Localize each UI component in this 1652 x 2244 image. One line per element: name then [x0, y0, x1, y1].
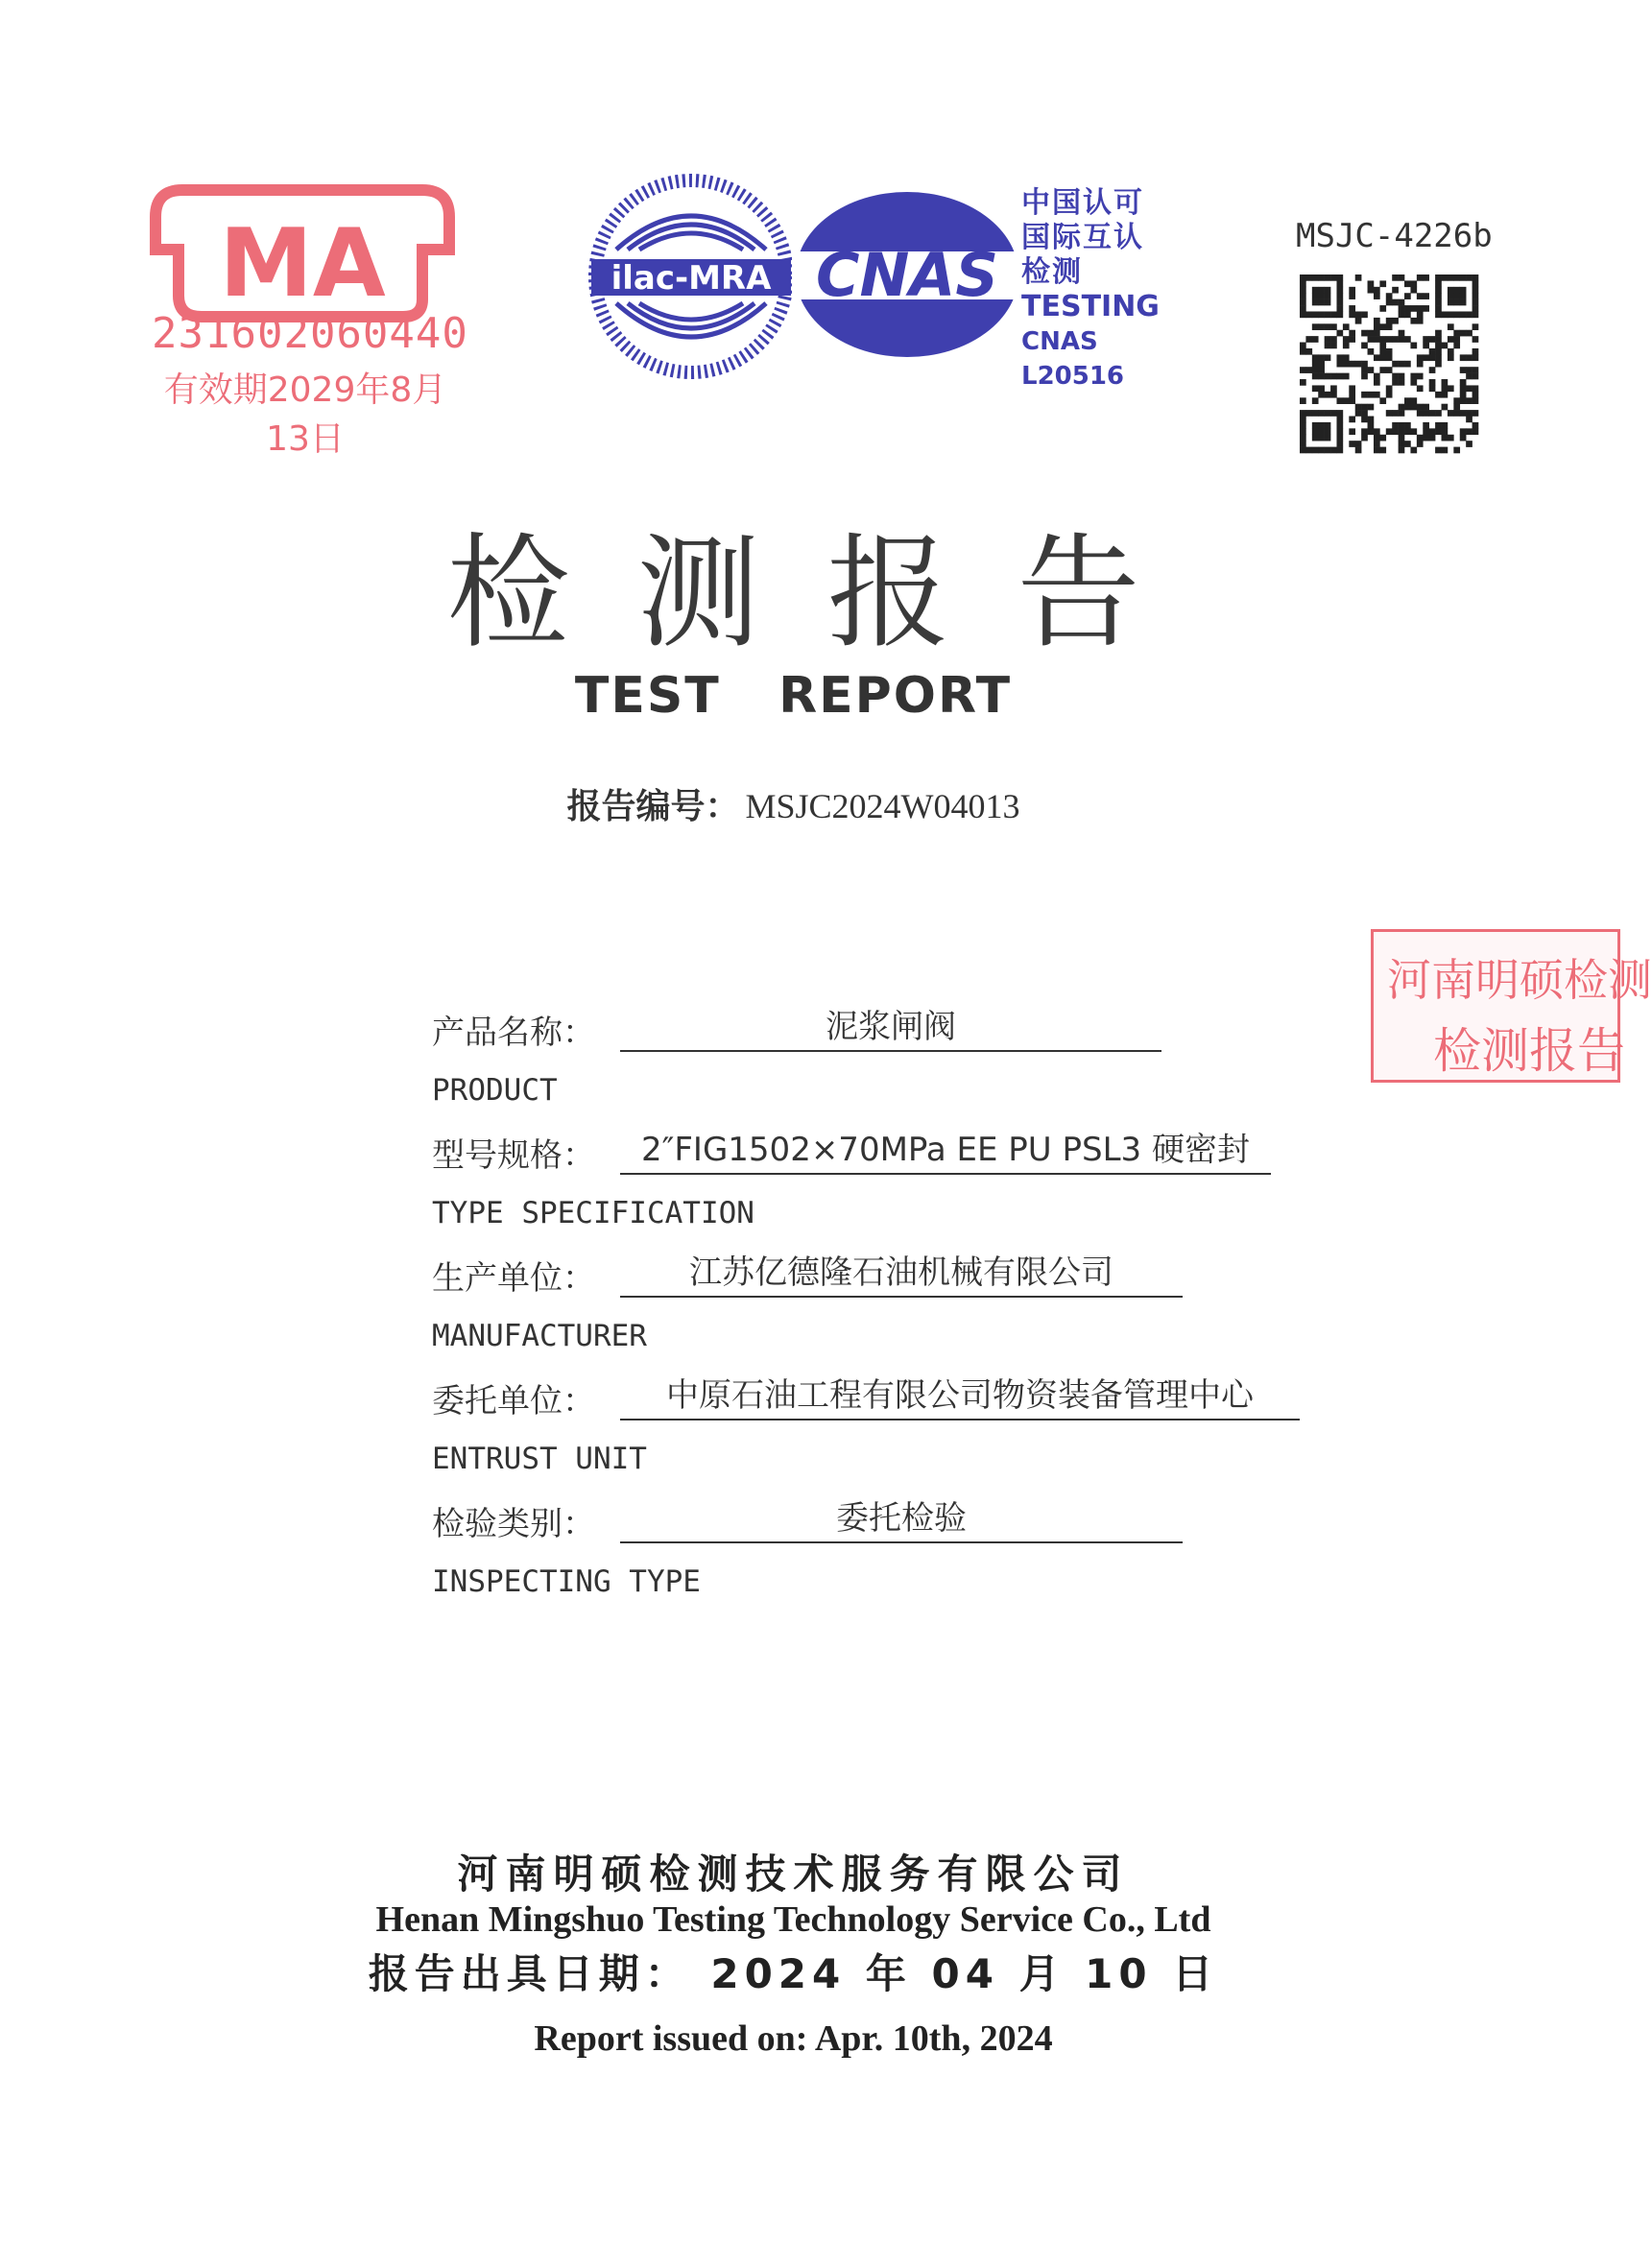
company-name-en: Henan Mingshuo Testing Technology Service Co., Ltd: [375, 1899, 1211, 1940]
company-seal-stamp: [1371, 929, 1652, 1083]
field-value-inspecting-type: 委托检验: [620, 1497, 1183, 1543]
cnas-line-2: 国际互认: [1021, 221, 1144, 254]
qr-code-icon[interactable]: [1300, 275, 1478, 453]
field-label-type-spec: 型号规格：: [432, 1136, 595, 1175]
cnas-logo: [792, 188, 1022, 361]
field-label-inspecting-type: 检验类别：: [432, 1505, 595, 1543]
stamp-line-2: 检测报告: [1433, 1023, 1625, 1079]
cnas-logo-text: CNAS: [815, 240, 999, 310]
cnas-line-3: 检测: [1021, 255, 1083, 289]
field-value-entrust-unit: 中原石油工程有限公司物资装备管理中心: [620, 1374, 1300, 1420]
report-title-cn: 检测报告: [446, 522, 1208, 665]
ilac-mra-logo: [587, 173, 795, 380]
cnas-line-1: 中国认可: [1021, 186, 1144, 220]
cma-number: 231602060440: [152, 309, 468, 358]
company-name-cn: 河南明硕检测技术服务有限公司: [457, 1850, 1130, 1898]
field-value-product: 泥浆闸阀: [620, 1006, 1161, 1052]
report-number-label: 报告编号：: [566, 787, 740, 826]
field-label-entrust-unit: 委托单位：: [432, 1382, 595, 1420]
field-label-manufacturer: 生产单位：: [432, 1259, 595, 1298]
cma-valid-until: 有效期2029年8月13日: [163, 370, 447, 459]
ilac-logo-text: ilac-MRA: [611, 259, 772, 298]
cnas-line-5: CNAS L20516: [1021, 327, 1125, 391]
cnas-accreditation-text: [1021, 186, 1185, 394]
cma-logo-text: MA: [219, 209, 386, 319]
field-value-type-spec: 2″FIG1502×70MPa EE PU PSL3 硬密封: [620, 1129, 1271, 1175]
field-label-entrust-unit-en: ENTRUST UNIT: [432, 1442, 647, 1476]
field-label-manufacturer-en: MANUFACTURER: [432, 1319, 647, 1353]
report-title-en: TEST REPORT: [574, 667, 1013, 725]
field-label-type-spec-en: TYPE SPECIFICATION: [432, 1196, 754, 1230]
report-number-value: MSJC2024W04013: [745, 787, 1020, 825]
document-code: MSJC-4226b: [1296, 217, 1493, 255]
field-value-manufacturer: 江苏亿德隆石油机械有限公司: [620, 1252, 1183, 1298]
field-label-product-en: PRODUCT: [432, 1073, 558, 1108]
stamp-line-1: 河南明硕检测: [1387, 954, 1652, 1006]
cnas-line-4: TESTING: [1021, 290, 1160, 323]
issue-date-cn: 报告出具日期： 2024 年 04 月 10 日: [368, 1950, 1219, 1997]
field-label-inspecting-type-en: INSPECTING TYPE: [432, 1564, 701, 1599]
report-number: [0, 779, 1587, 828]
field-label-product: 产品名称：: [432, 1014, 595, 1052]
issue-date-en: Report issued on: Apr. 10th, 2024: [534, 2018, 1053, 2059]
